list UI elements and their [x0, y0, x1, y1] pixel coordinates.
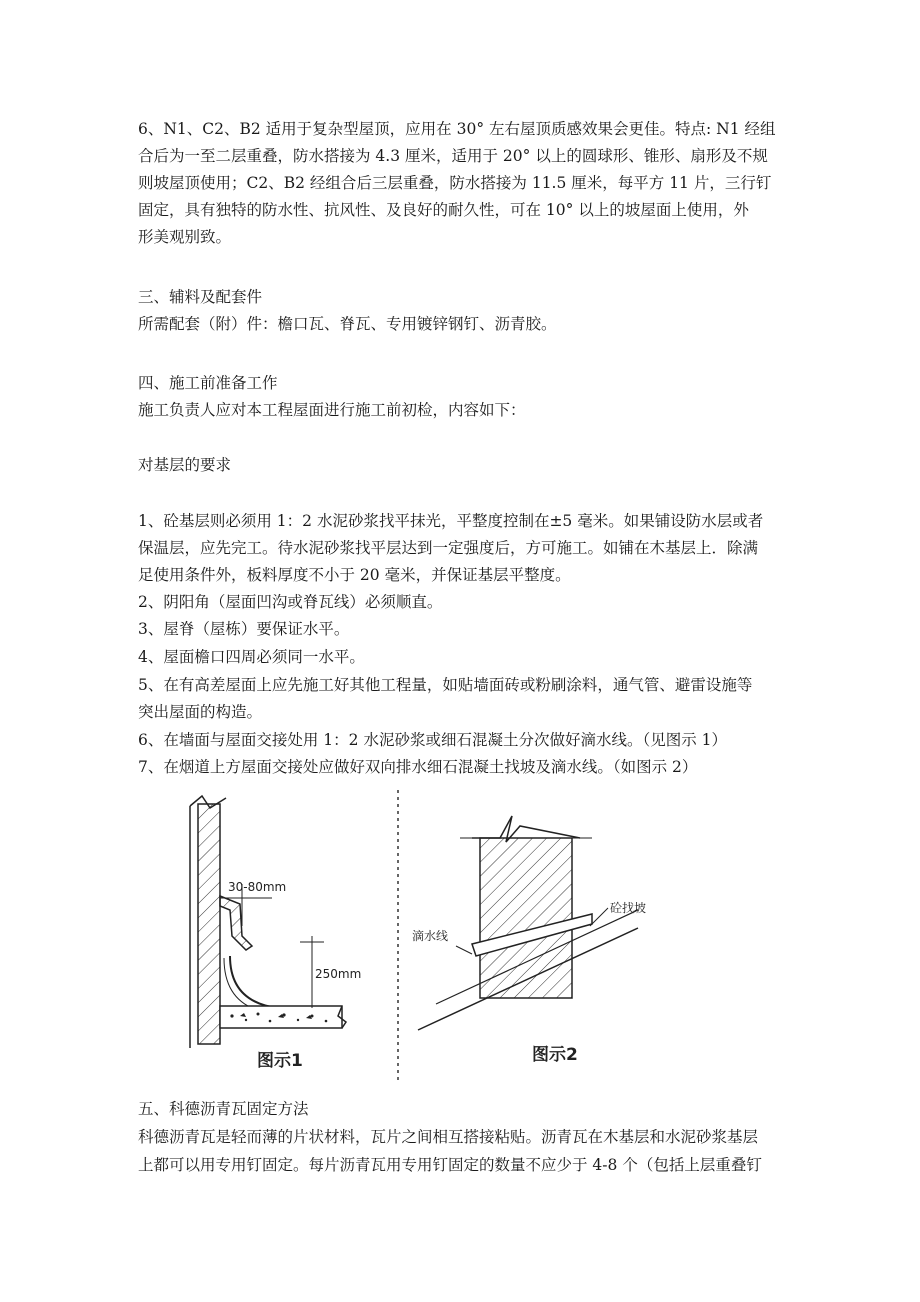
para6-line-1: 6、N1、C2、B2 适用于复杂型屋顶，应用在 30° 左右屋顶质感效果会更佳。特点: N1 经组: [138, 120, 776, 138]
figure1-diagram: [190, 796, 361, 1071]
para6-line-2: 合后为一至二层重叠，防水搭接为 4.3 厘米，适用于 20° 以上的圆球形、锥形、扇形及不规: [138, 147, 768, 165]
base-item-line: 7、在烟道上方屋面交接处应做好双向排水细石混凝土找坡及滴水线。（如图示 2）: [138, 758, 698, 776]
fig1-wall: [198, 804, 220, 1044]
base-item-line: 5、在有高差屋面上应先施工好其他工程量，如贴墙面砖或粉刷涂料，通气管、避雷设施等: [138, 676, 753, 694]
fig2-label-slope: 砼找坡: [610, 901, 647, 915]
para6-line-4: 固定，具有独特的防水性、抗风性、及良好的耐久性，可在 10° 以上的坡屋面上使用，外: [138, 201, 749, 219]
para6-line-5: 形美观别致。: [138, 228, 232, 246]
para6-line-3: 则坡屋顶使用；C2、B2 经组合后三层重叠，防水搭接为 11.5 厘米，每平方 11 片，三行钉: [138, 174, 772, 192]
figure-diagrams: [160, 786, 760, 1086]
base-item-line: 突出屋面的构造。: [138, 703, 263, 721]
figure2-diagram: [412, 816, 646, 1065]
section4-text: 施工负责人应对本工程屋面进行施工前初检，内容如下：: [138, 401, 526, 419]
base-item-line: 4、屋面檐口四周必须同一水平。: [138, 648, 365, 666]
base-item-line: 3、屋脊（屋栋）要保证水平。: [138, 620, 350, 638]
fig1-flashing-curve: [230, 956, 282, 1008]
fig1-dim-side-label: 250mm: [315, 967, 362, 981]
base-item-line: 足使用条件外，板料厚度不小于 20 毫米，并保证基层平整度。: [138, 566, 571, 584]
base-item-line: 6、在墙面与屋面交接处用 1：2 水泥砂浆或细石混凝土分次做好滴水线。（见图示 1）: [138, 731, 727, 749]
base-item-line: 2、阴阳角（屋面凹沟或脊瓦线）必须顺直。: [138, 593, 443, 611]
fig1-drip-nose: [220, 896, 252, 950]
base-heading: 对基层的要求: [138, 456, 232, 474]
fig2-chimney: [480, 838, 572, 998]
section5-line-1: 科德沥青瓦是轻而薄的片状材料，瓦片之间相互搭接粘贴。沥青瓦在木基层和水泥砂浆基层: [138, 1128, 759, 1146]
base-item-line: 保温层，应先完工。待水泥砂浆找平层达到一定强度后，方可施工。如铺在木基层上．除满: [138, 539, 759, 557]
section3-text: 所需配套（附）件：檐口瓦、脊瓦、专用镀锌钢钉、沥青胶。: [138, 315, 557, 333]
fig2-caption: 图示2: [532, 1045, 578, 1065]
base-item-line: 1、砼基层则必须用 1：2 水泥砂浆找平抹光，平整度控制在±5 毫米。如果铺设防水层或者: [138, 512, 764, 530]
section3-heading: 三、辅料及配套件: [138, 288, 263, 306]
section4-heading: 四、施工前准备工作: [138, 374, 278, 392]
fig2-leader-drip: [456, 946, 472, 954]
fig2-label-drip: 滴水线: [412, 929, 449, 943]
fig1-caption: 图示1: [257, 1051, 303, 1071]
fig1-dim-top-label: 30-80mm: [228, 880, 287, 894]
section5-heading: 五、科德沥青瓦固定方法: [138, 1100, 309, 1118]
section5-line-2: 上都可以用专用钉固定。每片沥青瓦用专用钉固定的数量不应少于 4-8 个（包括上层重叠钉: [138, 1156, 762, 1174]
figure-svg: [160, 786, 760, 1086]
